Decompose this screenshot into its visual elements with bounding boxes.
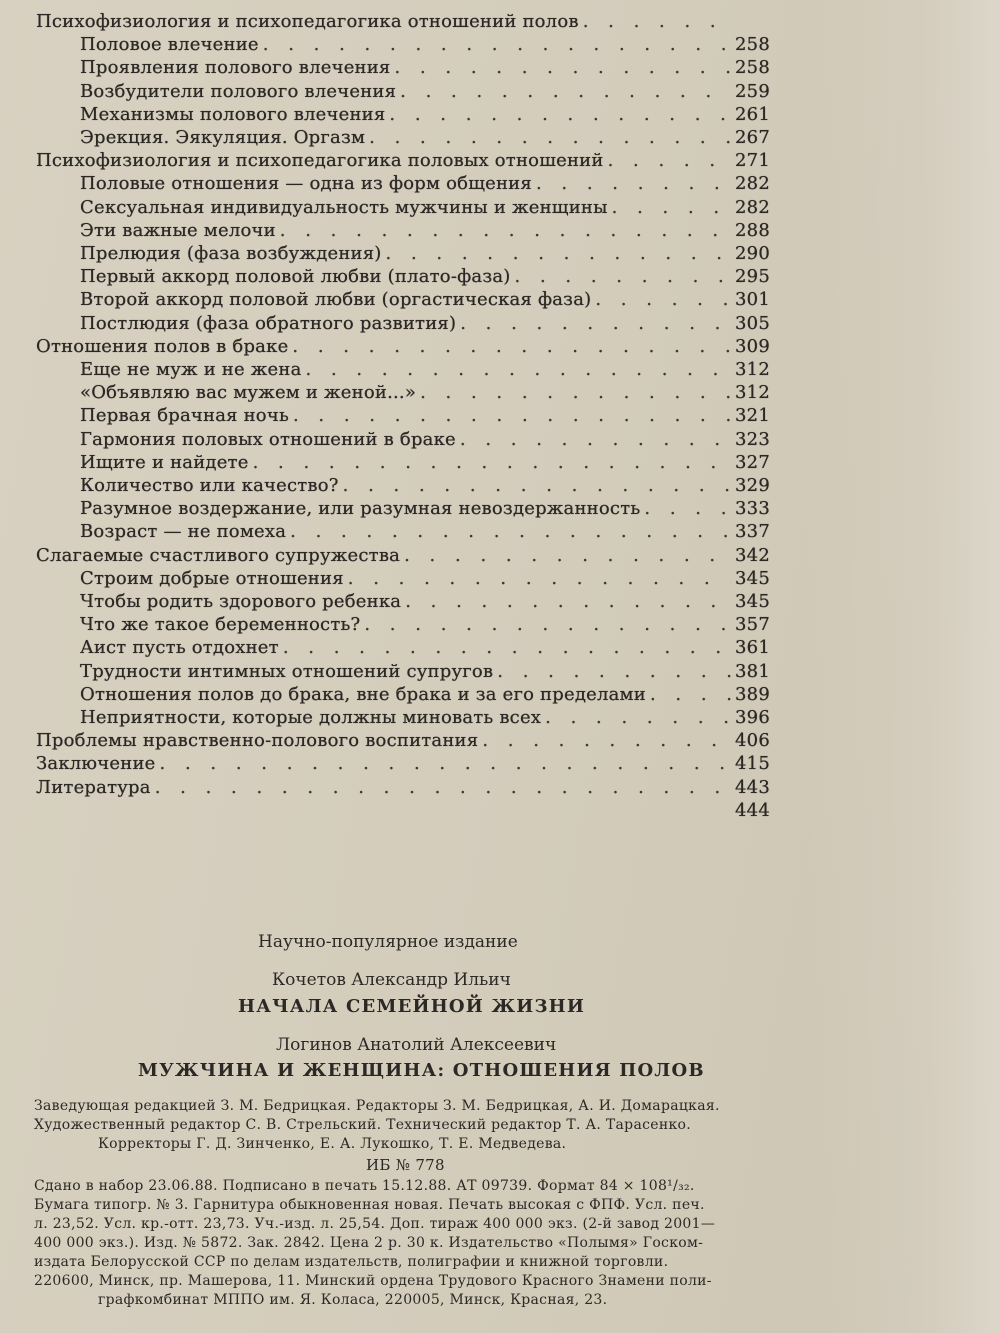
toc-entry (36, 799, 770, 822)
toc-entry (80, 56, 770, 79)
toc-page-number: 345 (735, 567, 770, 589)
toc-entry-title: Механизмы полового влечения (80, 103, 386, 125)
toc-page-number: 259 (735, 80, 770, 102)
toc-leader-dots (292, 335, 731, 358)
book-title-2: МУЖЧИНА И ЖЕНЩИНА: ОТНОШЕНИЯ ПОЛОВ (138, 1060, 705, 1081)
toc-leader-dots (290, 520, 731, 543)
toc-entry (36, 10, 770, 33)
toc-entry-title: Литература (36, 776, 151, 798)
toc-page-number: 312 (735, 359, 770, 380)
toc-entry-title: Эрекция. Эякуляция. Оргазм (80, 127, 366, 148)
toc-page-number: 381 (735, 660, 770, 682)
toc-entry-title: Еще не муж и не жена (80, 359, 302, 380)
toc-leader-dots (386, 242, 732, 265)
toc-entry (80, 404, 770, 427)
detail-line: л. 23,52. Усл. кр.-отт. 23,73. Уч.-изд. л. 25,54. Доп. тираж 400 000 экз. (2-й завод 2001— (34, 1216, 716, 1232)
toc-page-number: 271 (735, 150, 770, 172)
toc-entry-title: Первая брачная ночь (80, 405, 289, 427)
toc-page-number: 342 (735, 544, 770, 566)
toc-entry-title: Гармония половых отношений в браке (80, 428, 456, 450)
toc-leader-dots (612, 196, 731, 219)
toc-page-number: 396 (735, 707, 770, 728)
toc-page-number: 323 (735, 428, 770, 450)
toc-entry (36, 149, 770, 172)
toc-page-number: 261 (735, 103, 770, 125)
toc-leader-dots (400, 80, 731, 103)
toc-entry (80, 242, 770, 265)
toc-page-number: 357 (735, 614, 770, 636)
detail-line: 400 000 экз.). Изд. № 5872. Зак. 2842. Цена 2 р. 30 к. Издательство «Полымя» Госком- (34, 1235, 704, 1251)
toc-leader-dots (650, 683, 731, 706)
toc-page-number: 443 (735, 776, 770, 798)
toc-leader-dots (536, 172, 731, 195)
toc-entry-title: Что же такое беременность? (80, 614, 361, 636)
toc-page-number: 337 (735, 521, 770, 543)
detail-line: Бумага типогр. № 3. Гарнитура обыкновенная новая. Печать высокая с ФПФ. Усл. печ. (34, 1197, 705, 1213)
toc-entry (80, 103, 770, 126)
toc-entry-title: Аист пусть отдохнет (80, 637, 279, 659)
toc-leader-dots (395, 56, 732, 79)
toc-page-number: 301 (735, 289, 770, 311)
toc-page-number: 282 (735, 173, 770, 195)
toc-leader-dots (460, 428, 731, 451)
toc-leader-dots (405, 590, 731, 613)
author-2: Логинов Анатолий Алексеевич (276, 1035, 557, 1055)
detail-line: 220600, Минск, пр. Машерова, 11. Минский ордена Трудового Красного Знамени поли- (34, 1273, 712, 1289)
staff-line: Художественный редактор С. В. Стрельский. Технический редактор Т. А. Тарасенко. (34, 1117, 691, 1133)
toc-page-number: 389 (735, 683, 770, 705)
toc-entry-title: «Объявляю вас мужем и женой...» (80, 382, 417, 404)
toc-leader-dots (160, 752, 732, 775)
toc-leader-dots (306, 358, 732, 381)
toc-entry (80, 683, 770, 706)
toc-leader-dots (420, 381, 731, 404)
toc-entry-title: Возбудители полового влечения (80, 80, 397, 102)
toc-leader-dots (293, 404, 731, 427)
toc-page-number: 333 (735, 498, 770, 520)
toc-leader-dots (348, 567, 731, 590)
toc-leader-dots (283, 636, 731, 659)
toc-entry (80, 520, 770, 543)
toc-entry (80, 219, 770, 242)
toc-leader-dots (595, 288, 731, 311)
toc-entry (80, 358, 770, 381)
toc-page-number: 290 (735, 243, 770, 264)
toc-leader-dots (263, 33, 731, 56)
toc-page-number: 282 (735, 196, 770, 218)
toc-entry-title: Чтобы родить здорового ребенка (80, 591, 402, 612)
toc-page-number: 444 (735, 799, 770, 821)
toc-entry-title: Количество или качество? (80, 475, 339, 496)
detail-line: Сдано в набор 23.06.88. Подписано в печать 15.12.88. АТ 09739. Формат 84 × 108¹/₃₂. (34, 1178, 695, 1194)
toc-entry-title: Строим добрые отношения (80, 567, 344, 589)
toc-entry-title: Психофизиология и психопедагогика отношений полов (36, 11, 579, 32)
toc-entry-title: Постлюдия (фаза обратного развития) (80, 312, 457, 334)
toc-entry (80, 381, 770, 404)
toc-leader-dots (608, 149, 731, 172)
toc-entry (80, 265, 770, 288)
toc-entry-title: Ищите и найдете (80, 451, 249, 473)
toc-page-number: 258 (735, 34, 770, 56)
toc-entry-title: Второй аккорд половой любви (оргастическая фаза) (80, 289, 592, 311)
toc-leader-dots (460, 312, 731, 335)
toc-entry (80, 80, 770, 103)
toc-entry-title: Половые отношения — одна из форм общения (80, 173, 532, 195)
toc-page-number: 415 (735, 753, 770, 775)
toc-entry-title: Слагаемые счастливого супружества (36, 544, 401, 566)
toc-entry-title: Заключение (36, 753, 156, 775)
toc-entry-title: Первый аккорд половой любви (плато-фаза) (80, 266, 511, 288)
toc-entry (80, 126, 770, 149)
toc-entry-title: Психофизиология и психопедагогика половых отношений (36, 150, 604, 172)
toc-leader-dots (482, 729, 731, 752)
toc-entry (80, 196, 770, 219)
toc-leader-dots (280, 219, 731, 242)
toc-leader-dots (364, 613, 731, 636)
detail-line: издата Белорусской ССР по делам издательств, полиграфии и книжной торговли. (34, 1254, 669, 1270)
toc-entry-title: Проявления полового влечения (80, 57, 391, 79)
toc-entry-title: Отношения полов до брака, вне брака и за его пределами (80, 683, 646, 705)
toc-entry (80, 706, 770, 729)
toc-entry-title: Прелюдия (фаза возбуждения) (80, 243, 382, 264)
toc-page-number: 321 (735, 405, 770, 427)
toc-leader-dots (515, 265, 732, 288)
toc-entry (80, 312, 770, 335)
toc-entry (80, 613, 770, 636)
toc-entry (80, 474, 770, 497)
toc-entry-title: Проблемы нравственно-полового воспитания (36, 730, 479, 752)
toc-leader-dots (253, 451, 731, 474)
toc-page-number: 309 (735, 335, 770, 357)
toc-page-number: 327 (735, 451, 770, 473)
toc-entry-title: Половое влечение (80, 34, 259, 56)
toc-entry (80, 660, 770, 683)
book-title-1: НАЧАЛА СЕМЕЙНОЙ ЖИЗНИ (238, 996, 586, 1017)
toc-entry-title: Отношения полов в браке (36, 335, 289, 357)
toc-entry (80, 172, 770, 195)
toc-entry (80, 497, 770, 520)
toc-page-number: 258 (735, 57, 770, 79)
toc-page-number: 295 (735, 266, 770, 288)
toc-page-number: 329 (735, 475, 770, 496)
staff-line: Заведующая редакцией З. М. Бедрицкая. Редакторы З. М. Бедрицкая, А. И. Домарацкая. (34, 1098, 720, 1114)
toc-entry (36, 776, 770, 799)
toc-entry-title: Возраст — не помеха (80, 521, 287, 543)
staff-line: Корректоры Г. Д. Зинченко, Е. А. Лукошко, Т. Е. Медведева. (98, 1136, 567, 1152)
toc-leader-dots (644, 497, 731, 520)
toc-leader-dots (497, 660, 731, 683)
toc-page-number: 305 (735, 312, 770, 334)
toc-page-number: 288 (735, 219, 770, 241)
toc-page-number: 312 (735, 382, 770, 404)
toc-entry (36, 729, 770, 752)
toc-entry (80, 590, 770, 613)
toc-leader-dots (583, 10, 732, 33)
toc-entry-title: Неприятности, которые должны миновать всех (80, 707, 542, 728)
toc-leader-dots (369, 126, 731, 149)
toc-page-number: 361 (735, 637, 770, 659)
toc-page-number: 267 (735, 127, 770, 148)
toc-entry (80, 636, 770, 659)
toc-entry-title: Разумное воздержание, или разумная невоздержанность (80, 498, 641, 520)
toc-entry (80, 451, 770, 474)
toc-leader-dots (545, 706, 731, 729)
author-1: Кочетов Александр Ильич (272, 970, 511, 990)
toc-page-number: 345 (735, 591, 770, 612)
ib-number: ИБ № 778 (366, 1156, 445, 1174)
toc-entry (80, 33, 770, 56)
toc-leader-dots (389, 103, 731, 126)
toc-entry-title: Трудности интимных отношений супругов (80, 660, 494, 682)
toc-page-number: 406 (735, 730, 770, 752)
detail-line: графкомбинат МППО им. Я. Коласа, 220005, Минск, Красная, 23. (98, 1292, 608, 1308)
toc-entry (36, 335, 770, 358)
toc-entry-title: Сексуальная индивидуальность мужчины и женщины (80, 196, 608, 218)
toc-entry (80, 567, 770, 590)
toc-entry (80, 288, 770, 311)
toc-entry-title: Эти важные мелочи (80, 219, 276, 241)
toc-leader-dots (155, 776, 731, 799)
toc-entry (80, 428, 770, 451)
toc-leader-dots (404, 544, 731, 567)
toc-entry (36, 752, 770, 775)
toc-entry (36, 544, 770, 567)
edition-genre: Научно-популярное издание (258, 932, 518, 952)
toc-leader-dots (343, 474, 731, 497)
